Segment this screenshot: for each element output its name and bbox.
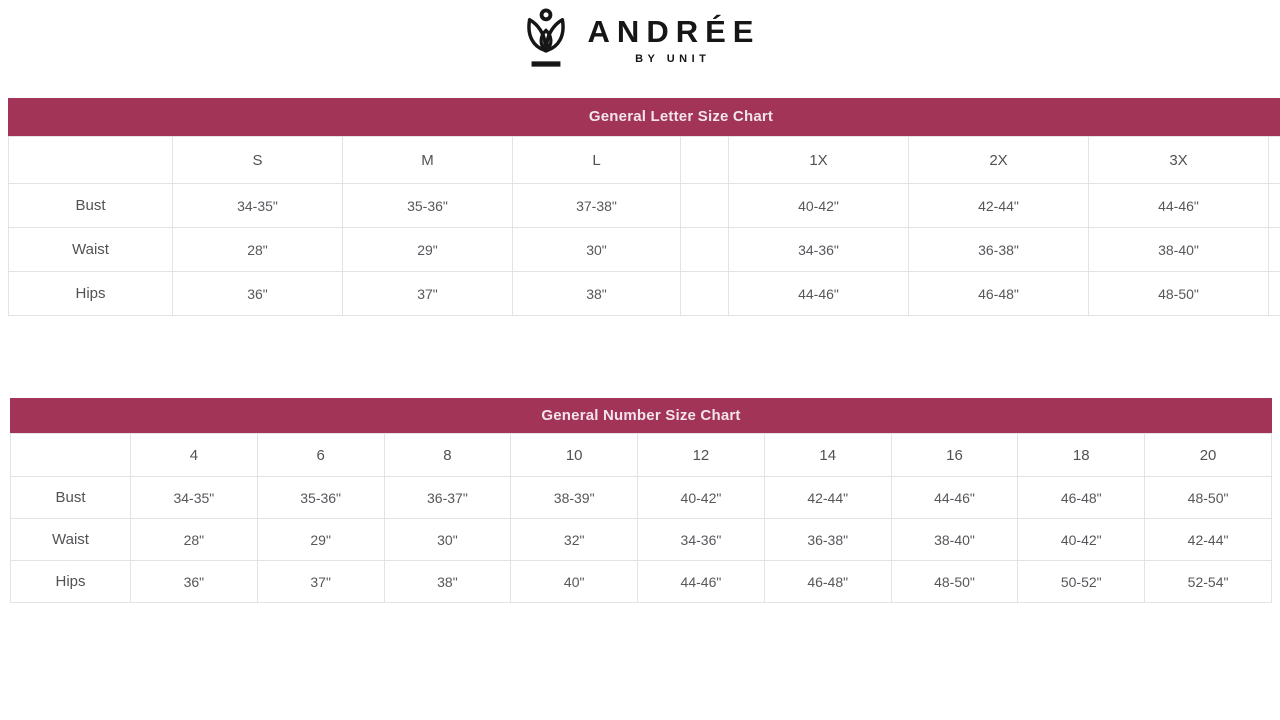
column-header: 4 [131, 434, 258, 477]
measurement-cell: 36-37" [384, 477, 511, 519]
measurement-cell: 48-50" [1145, 477, 1272, 519]
measurement-cell: 37" [343, 272, 513, 316]
measurement-cell: 29" [343, 228, 513, 272]
column-header: M [343, 137, 513, 184]
number-size-chart-section [10, 398, 1272, 603]
measurement-cell: 37" [257, 561, 384, 603]
column-header: 16 [891, 434, 1018, 477]
measurement-cell [1269, 272, 1280, 316]
measurement-cell: 48-50" [891, 561, 1018, 603]
measurement-cell: 44-46" [891, 477, 1018, 519]
measurement-cell: 32" [511, 519, 638, 561]
column-header: 10 [511, 434, 638, 477]
measurement-cell: 38" [384, 561, 511, 603]
row-label: Hips [11, 561, 131, 603]
table-row [11, 477, 1272, 519]
column-header: L [513, 137, 681, 184]
measurement-cell: 34-35" [173, 184, 343, 228]
measurement-cell: 42-44" [764, 477, 891, 519]
column-header: 20 [1145, 434, 1272, 477]
column-header: S [173, 137, 343, 184]
measurement-cell [1269, 228, 1280, 272]
measurement-cell: 28" [173, 228, 343, 272]
header-row [9, 137, 1280, 184]
column-header: 6 [257, 434, 384, 477]
column-header: 2X [909, 137, 1089, 184]
letter-chart-title: General Letter Size Chart [588, 108, 774, 125]
measurement-cell: 42-44" [1145, 519, 1272, 561]
measurement-cell: 46-48" [909, 272, 1089, 316]
number-chart-title: General Number Size Chart [541, 407, 741, 424]
row-label: Hips [9, 272, 173, 316]
column-header: 3X [1089, 137, 1269, 184]
measurement-cell: 36" [131, 561, 258, 603]
measurement-cell [681, 184, 729, 228]
row-label: Waist [11, 519, 131, 561]
measurement-cell: 36-38" [909, 228, 1089, 272]
row-label-header [11, 434, 131, 477]
column-header: 12 [638, 434, 765, 477]
measurement-cell: 28" [131, 519, 258, 561]
measurement-cell: 40" [511, 561, 638, 603]
letter-size-table [8, 136, 1280, 316]
measurement-cell: 37-38" [513, 184, 681, 228]
table-row [11, 561, 1272, 603]
measurement-cell: 40-42" [1018, 519, 1145, 561]
number-chart-title-band [10, 398, 1272, 433]
measurement-cell: 44-46" [729, 272, 909, 316]
table-row [11, 519, 1272, 561]
column-header [681, 137, 729, 184]
measurement-cell: 42-44" [909, 184, 1089, 228]
measurement-cell [1269, 184, 1280, 228]
letter-chart-title-band [8, 98, 1280, 136]
measurement-cell: 34-35" [131, 477, 258, 519]
measurement-cell: 44-46" [1089, 184, 1269, 228]
table-row [9, 272, 1280, 316]
measurement-cell: 44-46" [638, 561, 765, 603]
measurement-cell: 29" [257, 519, 384, 561]
brand-subtitle: BY UNIT [635, 52, 711, 65]
measurement-cell: 30" [384, 519, 511, 561]
row-label: Bust [11, 477, 131, 519]
measurement-cell: 36-38" [764, 519, 891, 561]
measurement-cell: 30" [513, 228, 681, 272]
measurement-cell: 46-48" [764, 561, 891, 603]
brand-logo [0, 0, 1280, 68]
measurement-cell: 48-50" [1089, 272, 1269, 316]
measurement-cell: 36" [173, 272, 343, 316]
column-header: 18 [1018, 434, 1145, 477]
measurement-cell: 50-52" [1018, 561, 1145, 603]
measurement-cell: 40-42" [729, 184, 909, 228]
column-header: 8 [384, 434, 511, 477]
header-row [11, 434, 1272, 477]
row-label-header [9, 137, 173, 184]
column-header: 14 [764, 434, 891, 477]
measurement-cell [681, 272, 729, 316]
measurement-cell: 52-54" [1145, 561, 1272, 603]
measurement-cell: 38-40" [1089, 228, 1269, 272]
table-row [9, 228, 1280, 272]
measurement-cell: 35-36" [343, 184, 513, 228]
column-header [1269, 137, 1280, 184]
measurement-cell: 40-42" [638, 477, 765, 519]
number-size-table [10, 433, 1272, 603]
table-row [9, 184, 1280, 228]
measurement-cell: 38-39" [511, 477, 638, 519]
measurement-cell: 35-36" [257, 477, 384, 519]
row-label: Bust [9, 184, 173, 228]
letter-size-chart-section [8, 98, 1280, 316]
column-header: 1X [729, 137, 909, 184]
tulip-icon [520, 7, 572, 74]
brand-name: ANDRÉE [587, 13, 761, 49]
row-label: Waist [9, 228, 173, 272]
measurement-cell: 38" [513, 272, 681, 316]
measurement-cell: 34-36" [729, 228, 909, 272]
measurement-cell [681, 228, 729, 272]
measurement-cell: 38-40" [891, 519, 1018, 561]
measurement-cell: 46-48" [1018, 477, 1145, 519]
measurement-cell: 34-36" [638, 519, 765, 561]
